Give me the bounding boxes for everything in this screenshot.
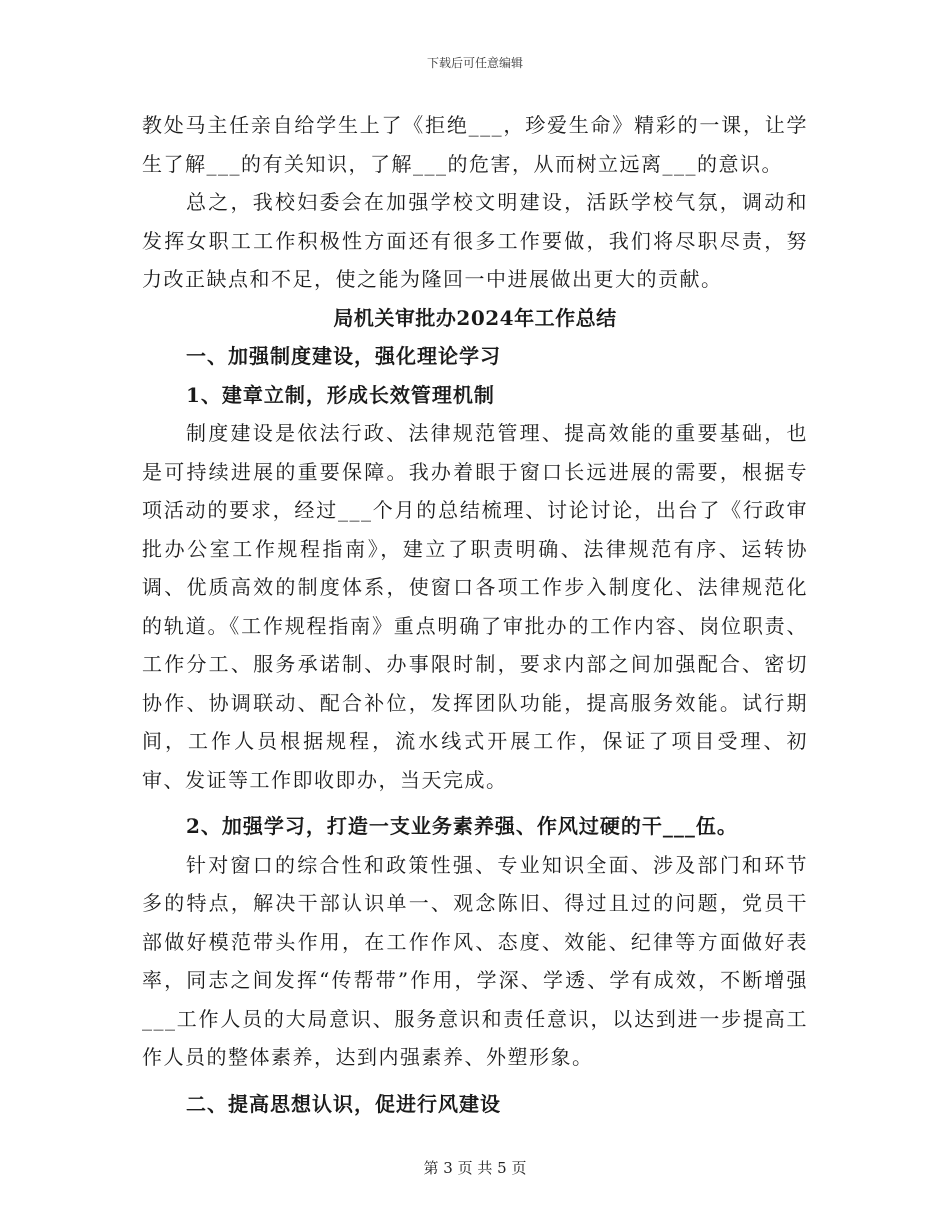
paragraph-continued: 教处马主任亲自给学生上了《拒绝___，珍爱生命》精彩的一课，让学生了解___的有关知识，了解___的危害，从而树立远离___的意识。 bbox=[142, 113, 808, 176]
page-number: 第 3 页 共 5 页 bbox=[423, 1159, 527, 1177]
document-title: 局机关审批办2024年工作总结 bbox=[333, 305, 617, 330]
subsection-heading-1: 1、建章立制，形成长效管理机制 bbox=[186, 382, 495, 407]
header-note: 下载后可任意编辑 bbox=[426, 56, 523, 70]
document-body bbox=[142, 106, 808, 1123]
paragraph-system-building: 制度建设是依法行政、法律规范管理、提高效能的重要基础，也是可持续进展的重要保障。我办着眼于窗口长远进展的需要，根据专项活动的要求，经过___个月的总结梳理、讨论讨论，出台了《行政审批办公室工作规程指南》，建立了职责明确、法律规范有序、运转协调、优质高效的制度体系，使窗口各项工作步入制度化、法律规范化的轨道。《工作规程指南》重点明确了审批办的工作内容、岗位职责、工作分工、服务承诺制、办事限时制，要求内部之间加强配合、密切协作、协调联动、配合补位，发挥团队功能，提高服务效能。试行期间，工作人员根据规程，流水线式开展工作，保证了项目受理、初审、发证等工作即收即办，当天完成。 bbox=[142, 421, 808, 792]
section-heading-1: 一、加强制度建设，强化理论学习 bbox=[186, 344, 501, 368]
subsection-heading-2: 2、加强学习，打造一支业务素养强、作风过硬的干___伍。 bbox=[186, 814, 738, 838]
paragraph-summary: 总之，我校妇委会在加强学校文明建设，活跃学校气氛，调动和发挥女职工工作积极性方面还有很多工作要做，我们将尽职尽责，努力改正缺点和不足，使之能为隆回一中进展做出更大的贡献。 bbox=[142, 190, 808, 291]
section-heading-2: 二、提高思想认识，促进行风建设 bbox=[186, 1091, 501, 1116]
paragraph-learning: 针对窗口的综合性和政策性强、专业知识全面、涉及部门和环节多的特点，解决干部认识单一、观念陈旧、得过且过的问题，党员干部做好模范带头作用，在工作作风、态度、效能、纪律等方面做好表率，同志之间发挥“传帮带”作用，学深、学透、学有成效，不断增强___工作人员的大局意识、服务意识和责任意识，以达到进一步提高工作人员的整体素养，达到内强素养、外塑形象。 bbox=[142, 852, 808, 1069]
